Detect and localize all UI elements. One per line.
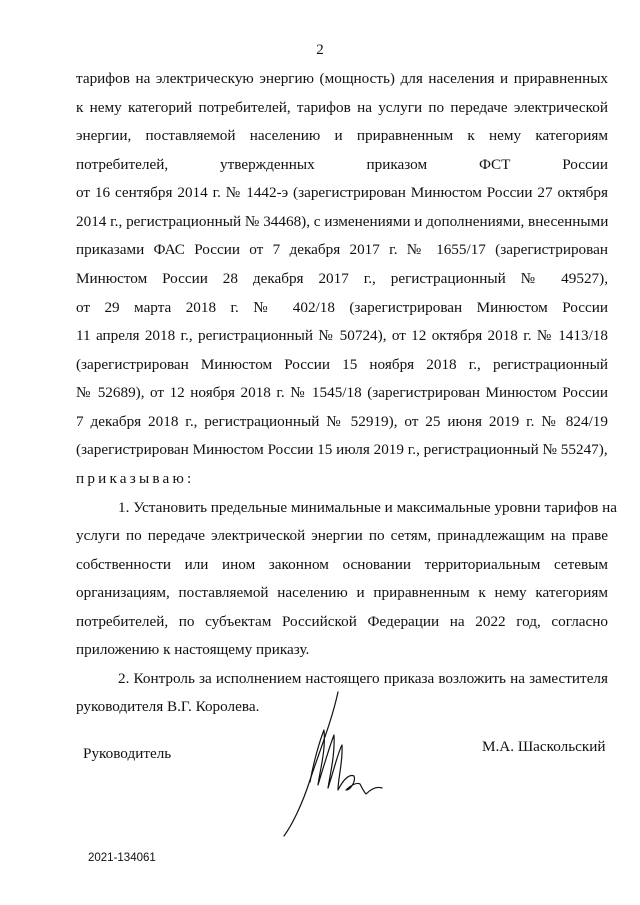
document-code: 2021-134061 [88, 852, 156, 864]
body-line: от 29 марта 2018 г. № 402/18 (зарегистрирован Минюстом России [76, 299, 608, 316]
item-1-line: собственности или ином законном основании территориальным сетевым [76, 556, 608, 573]
item-1-line: 1. Установить предельные минимальные и максимальные уровни тарифов на [118, 499, 618, 516]
body-line: от 16 сентября 2014 г. № 1442-э (зарегистрирован Минюстом России 27 октября [76, 184, 608, 201]
signatory-name: М.А. Шаскольский [482, 738, 606, 755]
body-line: 7 декабря 2018 г., регистрационный № 52919), от 25 июня 2019 г. № 824/19 [76, 413, 608, 430]
body-line: энергии, поставляемой населению и приравненным к нему категориям [76, 127, 608, 144]
item-1-line: организациям, поставляемой населению и приравненным к нему категориям [76, 584, 608, 601]
body-line: № 52689), от 12 ноября 2018 г. № 1545/18 (зарегистрирован Минюстом России [76, 384, 608, 401]
body-line: приказами ФАС России от 7 декабря 2017 г. № 1655/17 (зарегистрирован [76, 241, 608, 258]
item-2-line: 2. Контроль за исполнением настоящего приказа возложить на заместителя [118, 670, 608, 687]
item-2-line: руководителя В.Г. Королева. [76, 698, 260, 715]
body-line: Минюстом России 28 декабря 2017 г., регистрационный № 49527), [76, 270, 608, 287]
signatory-title: Руководитель [83, 745, 172, 762]
body-line: (зарегистрирован Минюстом России 15 июля 2019 г., регистрационный № 55247), [76, 441, 608, 458]
page-number: 2 [316, 42, 324, 58]
body-line: тарифов на электрическую энергию (мощность) для населения и приравненных [76, 70, 608, 87]
body-line: (зарегистрирован Минюстом России 15 ноября 2018 г., регистрационный [76, 356, 608, 373]
body-line: 11 апреля 2018 г., регистрационный № 50724), от 12 октября 2018 г. № 1413/18 [76, 327, 608, 344]
item-1-line: потребителей, по субъектам Российской Федерации на 2022 год, согласно [76, 613, 608, 630]
item-1-line: приложению к настоящему приказу. [76, 641, 310, 658]
body-line: потребителей, утвержденных приказом ФСТ России [76, 156, 608, 173]
body-line: к нему категорий потребителей, тарифов на услуги по передаче электрической [76, 99, 608, 116]
handwritten-signature [280, 690, 390, 840]
body-line: 2014 г., регистрационный № 34468), с изменениями и дополнениями, внесенными [76, 213, 609, 230]
item-1-line: услуги по передаче электрической энергии по сетям, принадлежащим на праве [76, 527, 608, 544]
order-word: приказываю: [76, 470, 195, 487]
